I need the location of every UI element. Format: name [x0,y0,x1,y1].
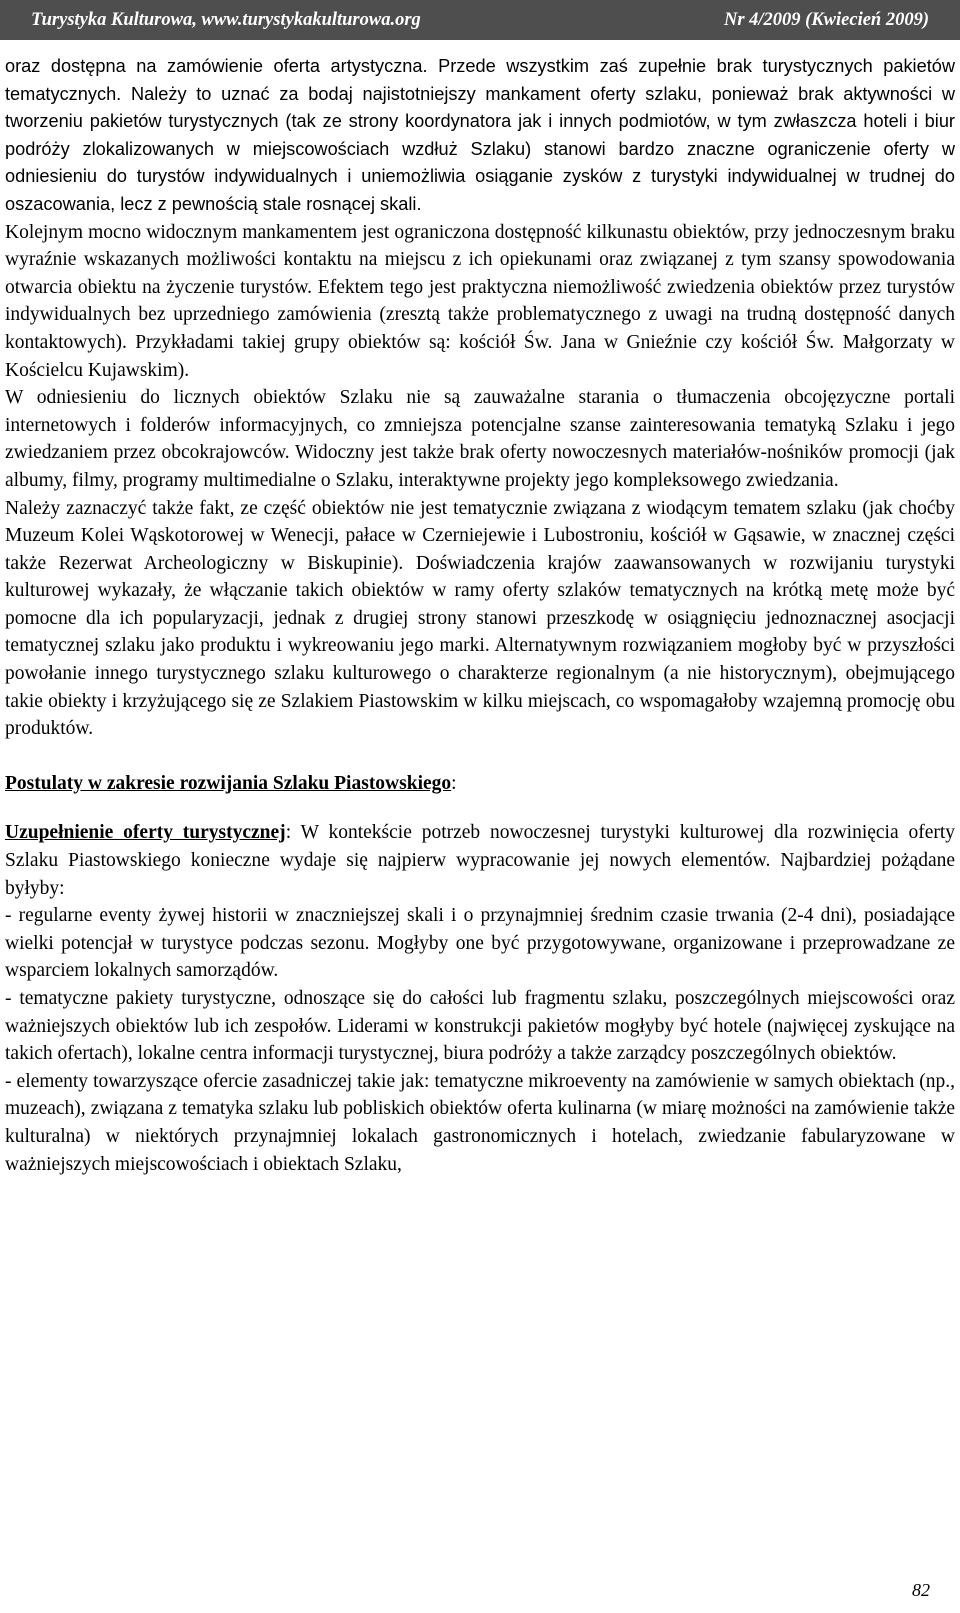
spacer [5,743,955,770]
list-item: - elementy towarzyszące ofercie zasadniczej takie jak: tematyczne mikroeventy na zamówienie w samych obiektach (np., muzeach), związana z tematyka szlaku lub pobliskich obiektów oferta kulinarna (w miarę możności na zamówienie także kulturalna) w niektórych przynajmniej lokalach gastronomicznych i hotelach, zwiedzanie fabularyzowane w ważniejszych miejscowościach i obiektach Szlaku, [5,1070,955,1175]
paragraph-3: W odniesieniu do licznych obiektów Szlaku nie są zauważalne starania o tłumaczenia obcojęzyczne portali internetowych i folderów informacyjnych, co zmniejsza potencjalne szanse zainteresowania tematyką Szlaku i jego zwiedzaniem przez obcokrajowców. Widoczny jest także brak oferty nowoczesnych materiałów-nośników promocji (jak albumy, filmy, programy multimedialne o Szlaku, interaktywne projekty jego kompleksowego zwiedzania. [5,387,955,491]
page-number: 82 [912,1580,930,1600]
paragraph-1 [5,53,955,219]
section-heading-text: Postulaty w zakresie rozwijania Szlaku Piastowskiego [5,772,452,794]
list-item: - regularne eventy żywej historii w znaczniejszej skali i o przynajmniej średnim czasie trwania (2-4 dni), posiadające wielki potencjał w turystyce podczas sezonu. Mogłyby one być przygotowywane, organizowane i przeprowadzane ze wsparciem lokalnych samorządów. [5,905,955,982]
lead-text: : W kontekście potrzeb nowoczesnej turystyki kulturowej dla rozwinięcia oferty Szlaku Piastowskiego konieczne wydaje się najpierw wypracowanie jej nowych elementów. Najbardziej pożądane byłyby: [5,822,956,899]
issue-number: Nr 4/2009 (Kwiecień 2009) [723,10,929,30]
spacer [5,797,955,819]
lead-paragraph [5,819,955,902]
article-body [5,53,955,1178]
list-item: - tematyczne pakiety turystyczne, odnoszące się do całości lub fragmentu szlaku, poszczególnych miejscowości oraz ważniejszych obiektów lub ich zespołów. Liderami w konstrukcji pakietów mogłyby być hotele (najwięcej zyskujące na takich ofertach), lokalne centra informacji turystycznej, biura podróży a także zarządcy poszczególnych obiektów. [5,988,955,1065]
journal-header [0,0,960,40]
paragraph-4: Należy zaznaczyć także fakt, ze część obiektów nie jest tematycznie związana z wiodącym tematem szlaku (jak choćby Muzeum Kolei Wąskotorowej w Wenecji, pałace w Czerniejewie i Lubostroniu, kościół w Gąsawie, w znacznej części także Rezerwat Archeologiczny w Biskupinie). Doświadczenia krajów zaawansowanych w rozwijaniu turystyki kulturowej wykazały, że włączanie takich obiektów w ramy oferty szlaków tematycznych na krótką metę może być pomocne dla ich popularyzacji, jednak z drugiej strony stanowi przeszkodę w osiągnięciu jednoznacznej asocjacji tematycznej szlaku jako produktu i wykreowaniu jego marki. Alternatywnym rozwiązaniem mogłoby być w przyszłości powołanie innego turystycznego szlaku kulturowego o charakterze regionalnym (a nie historycznym), obejmującego takie obiekty i krzyżującego się ze Szlakiem Piastowskim w kilku miejscach, co wspomagałoby wzajemną promocję obu produktów. [5,497,955,740]
section-heading-colon: : [451,772,457,794]
paragraph-2: Kolejnym mocno widocznym mankamentem jest ograniczona dostępność kilkunastu obiektów, przy jednoczesnym braku wyraźnie wskazanych możliwości kontaktu na miejscu z ich opiekunami oraz związanej z tym szansy spowodowania otwarcia obiektu na życzenie turystów. Efektem tego jest praktyczna niemożliwość zwiedzenia obiektów przez turystów indywidualnych bez uprzedniego zamówienia (zresztą także problematycznego z uwagi na trudną dostępność danych kontaktowych). Przykładami takiej grupy obiektów są: kościół Św. Jana w Gnieźnie czy kościół Św. Małgorzaty w Kościelcu Kujawskim). [5,221,955,381]
lead-label: Uzupełnienie oferty turystycznej [5,822,286,844]
section-heading [5,770,955,798]
paragraph-1-part-a: oraz dostępna na zamówienie oferta artystyczna. Przede wszystkim zaś zupełnie brak turystycznych pakietów tematycznych. [5,56,955,104]
journal-title: Turystyka Kulturowa, www.turystykakulturowa.org [31,10,421,30]
paragraph-1-part-b: Należy to uznać za bodaj najistotniejszy mankament oferty szlaku, ponieważ brak aktywności w tworzeniu pakietów turystycznych (tak ze strony koordynatora jak i innych podmiotów, w tym zwłaszcza hoteli i biur podróży zlokalizowanych w miejscowościach wzdłuż Szlaku) stanowi bardzo znaczne ograniczenie oferty w odniesieniu do turystów indywidualnych i uniemożliwia osiąganie zysków z turystyki indywidualnej w trudnej do oszacowania, lecz z pewnością stale rosnącej skali. [5,83,955,214]
